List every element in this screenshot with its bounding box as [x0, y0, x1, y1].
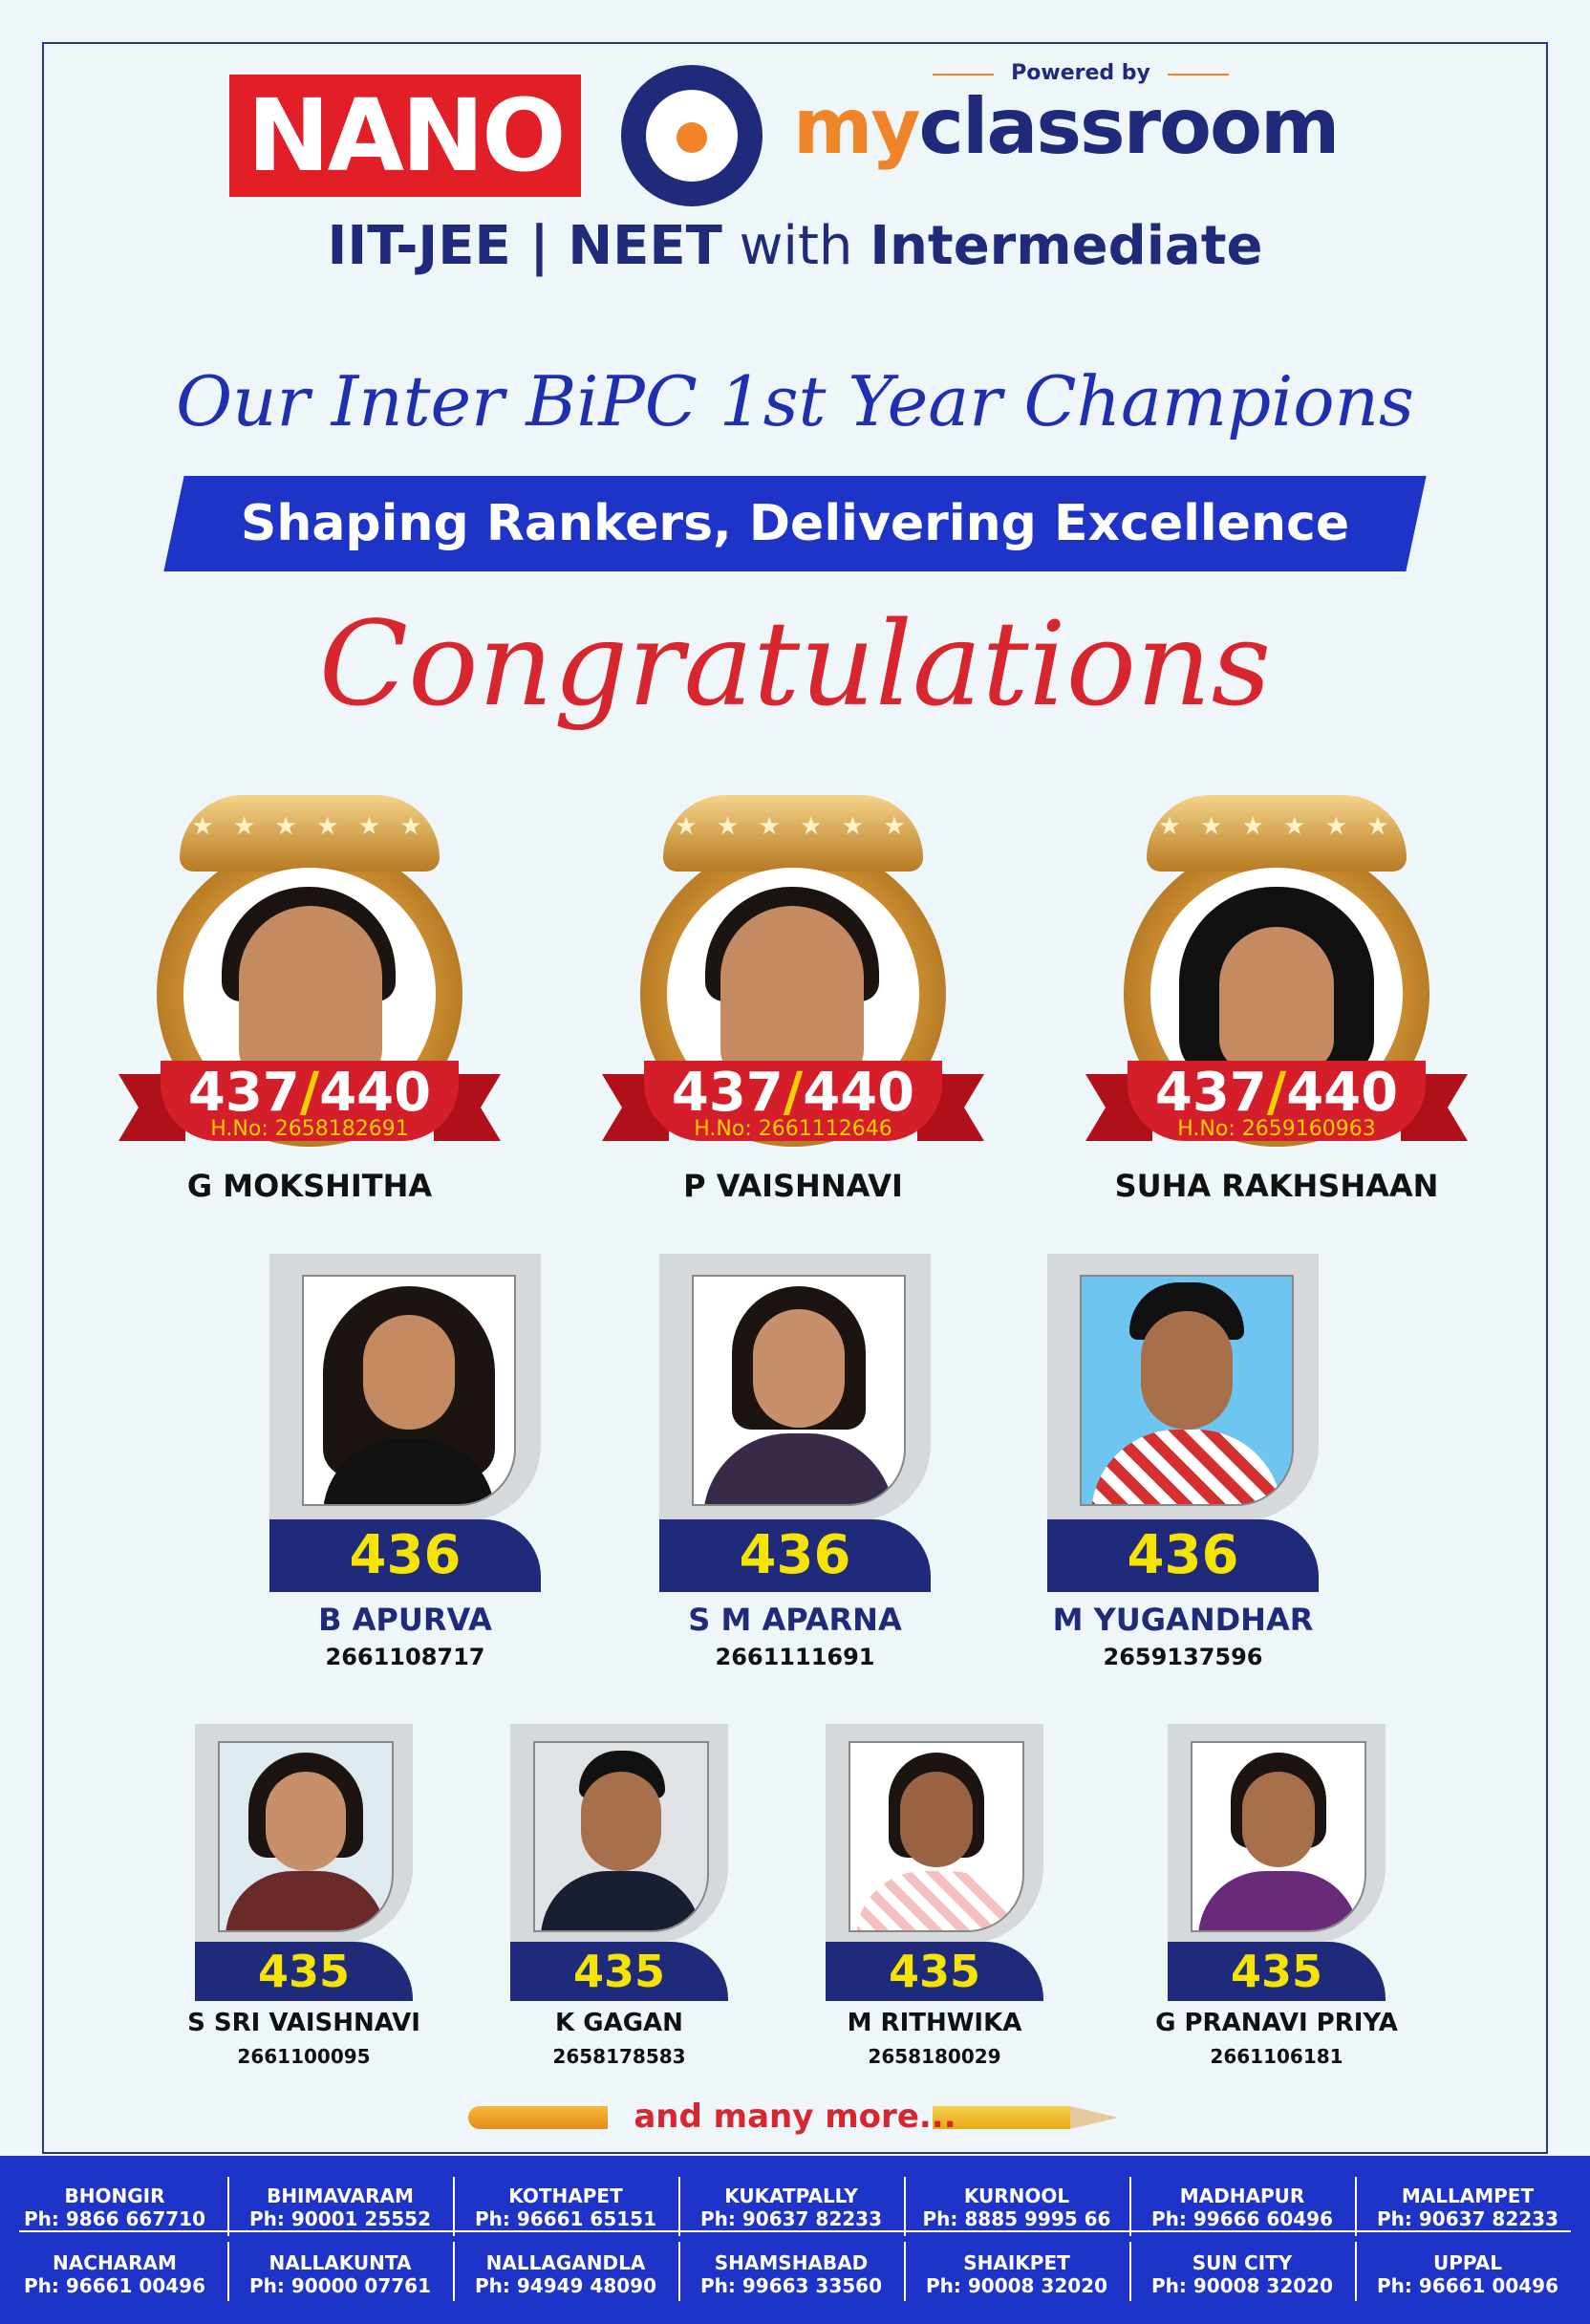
top-ranker-card [602, 774, 984, 1141]
branch-shamshabad: SHAMSHABAD Ph: 99663 33560 [700, 2251, 882, 2297]
hall-ticket-number: 2661108717 [325, 1644, 485, 1670]
student-photo [218, 1741, 394, 1932]
score-badge: 435 [1168, 1942, 1386, 2001]
hall-ticket-number: 2659137596 [1103, 1644, 1263, 1670]
champions-heading: Our Inter BiPC 1st Year Champions [176, 361, 1414, 441]
score-badge: 436 [269, 1519, 541, 1592]
score-ribbon: 437/440 H.No: 2659160963 [1085, 1061, 1468, 1141]
student-name: G MOKSHITHA [186, 1168, 433, 1204]
hall-ticket-number: 2661111691 [715, 1644, 875, 1670]
course-tagline: IIT-JEE | NEET with Intermediate [327, 215, 1263, 277]
score-ribbon: 437/440 H.No: 2661112646 [602, 1061, 984, 1141]
powered-by-label: Powered by [933, 61, 1229, 86]
stars-icon: ★ ★ ★ ★ ★ ★ [1158, 812, 1395, 841]
score-badge: 435 [826, 1942, 1043, 2001]
stars-icon: ★ ★ ★ ★ ★ ★ [191, 812, 428, 841]
nano-logo: NANO [229, 75, 581, 197]
branch-bhongir: BHONGIR Ph: 9866 667710 [24, 2184, 205, 2230]
hall-ticket-number: H.No: 2661112646 [694, 1117, 892, 1141]
student-name: S SRI VAISHNAVI [187, 2009, 420, 2037]
hall-ticket-number: H.No: 2659160963 [1177, 1117, 1376, 1141]
top-ranker-card [118, 774, 501, 1141]
score-ribbon: 437/440 H.No: 2658182691 [118, 1061, 501, 1141]
slogan-text: Shaping Rankers, Delivering Excellence [240, 495, 1350, 552]
congratulations-heading: Congratulations [318, 596, 1272, 732]
student-photo [1080, 1275, 1294, 1506]
branch-madhapur: MADHAPUR Ph: 99666 60496 [1151, 2184, 1333, 2230]
branch-nacharam: NACHARAM Ph: 96661 00496 [24, 2251, 205, 2297]
score-badge: 435 [195, 1942, 413, 2001]
student-name: G PRANAVI PRIYA [1155, 2009, 1398, 2037]
hall-ticket-number: H.No: 2658182691 [210, 1117, 409, 1141]
branch-sun-city: SUN CITY Ph: 90008 32020 [1151, 2251, 1333, 2297]
branch-uppal: UPPAL Ph: 96661 00496 [1377, 2251, 1558, 2297]
branch-kothapet: KOTHAPET Ph: 96661 65151 [475, 2184, 656, 2230]
student-photo [302, 1275, 516, 1506]
student-name: SUHA RAKHSHAAN [1114, 1168, 1439, 1204]
stars-icon: ★ ★ ★ ★ ★ ★ [675, 812, 912, 841]
student-photo [1191, 1741, 1366, 1932]
student-photo [849, 1741, 1024, 1932]
many-more-text: and many more... [634, 2098, 956, 2136]
student-name: K GAGAN [555, 2009, 683, 2037]
branch-kurnool: KURNOOL Ph: 8885 9995 66 [922, 2184, 1111, 2230]
branch-shaikpet: SHAIKPET Ph: 90008 32020 [926, 2251, 1107, 2297]
myclassroom-wordmark: myclassroom [793, 82, 1339, 171]
student-photo [692, 1275, 906, 1506]
student-name: S M APARNA [688, 1602, 902, 1638]
student-photo [533, 1741, 709, 1932]
hall-ticket-number: 2658180029 [868, 2045, 1001, 2068]
hall-ticket-number: 2658178583 [552, 2045, 686, 2068]
score-badge: 435 [510, 1942, 728, 2001]
score-badge: 436 [1047, 1519, 1319, 1592]
hall-ticket-number: 2661100095 [237, 2045, 371, 2068]
branch-nallagandla: NALLAGANDLA Ph: 94949 48090 [475, 2251, 656, 2297]
top-ranker-card [1085, 774, 1468, 1141]
branch-kukatpally: KUKATPALLY Ph: 90637 82233 [700, 2184, 882, 2230]
student-name: M RITHWIKA [847, 2009, 1022, 2037]
branch-nallakunta: NALLAKUNTA Ph: 90000 07761 [249, 2251, 431, 2297]
branch-mallampet: MALLAMPET Ph: 90637 82233 [1377, 2184, 1558, 2230]
student-name: B APURVA [318, 1602, 492, 1638]
hall-ticket-number: 2661106181 [1210, 2045, 1343, 2068]
score-badge: 436 [659, 1519, 931, 1592]
student-name: P VAISHNAVI [683, 1168, 903, 1204]
student-name: M YUGANDHAR [1052, 1602, 1314, 1638]
branch-bhimavaram: BHIMAVARAM Ph: 90001 25552 [249, 2184, 431, 2230]
rocket-icon [677, 122, 707, 153]
